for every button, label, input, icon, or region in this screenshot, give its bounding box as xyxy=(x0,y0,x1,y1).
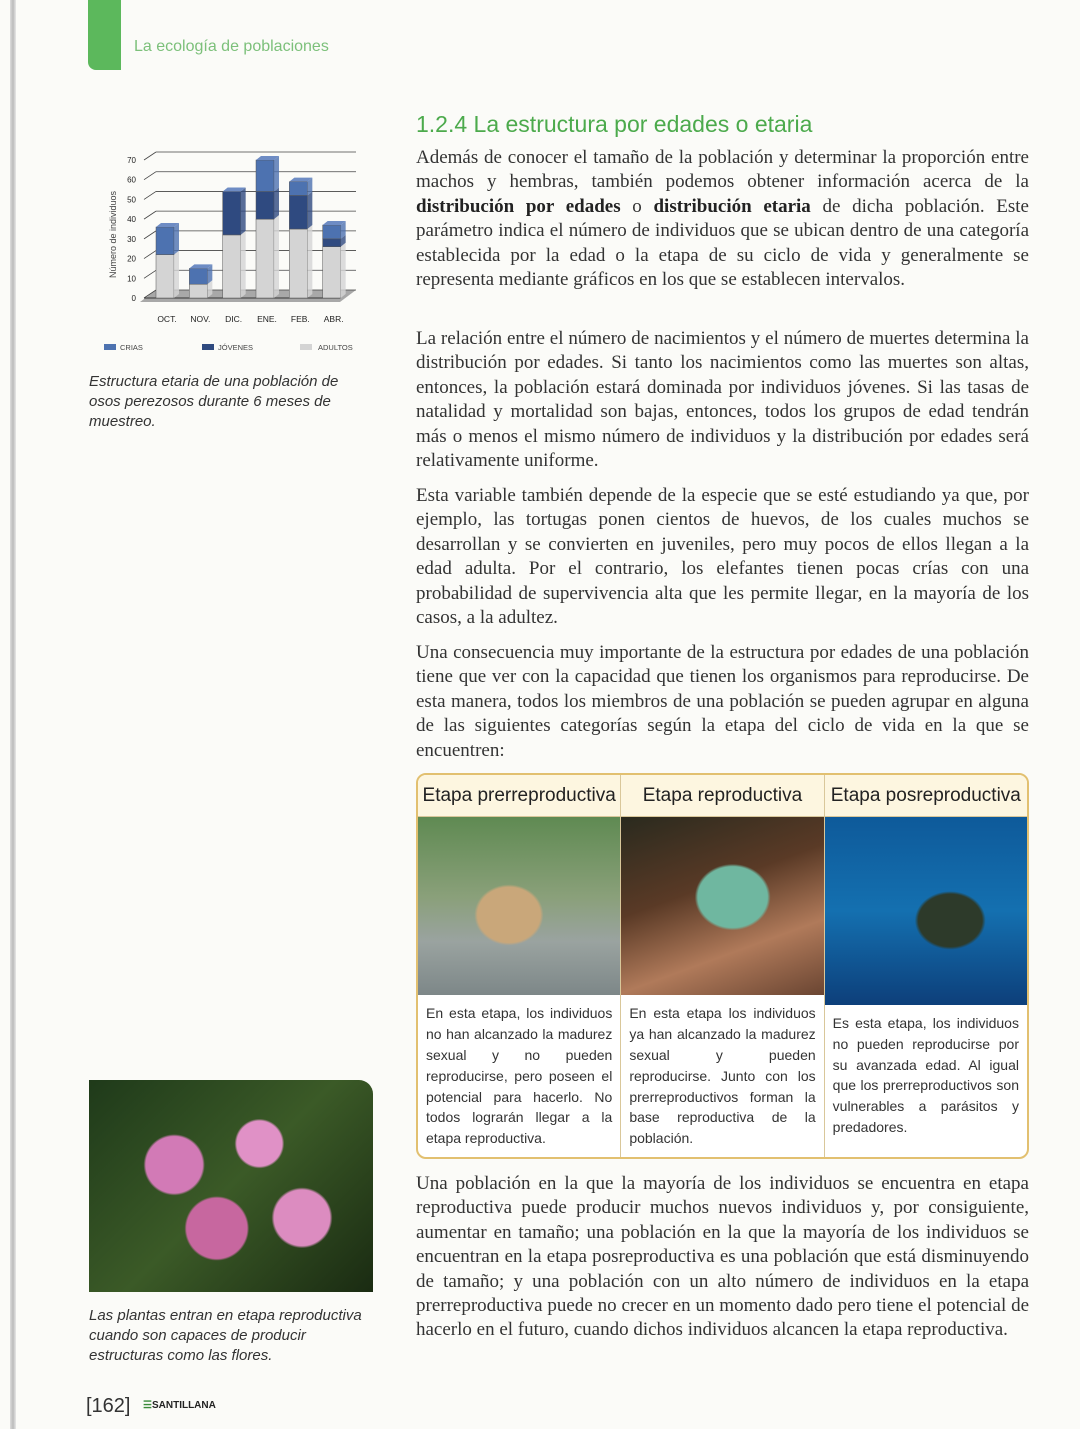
bar-side xyxy=(241,231,246,298)
y-tick-label: 30 xyxy=(127,234,136,244)
life-stage-table xyxy=(416,773,1029,1159)
y-tick-label: 0 xyxy=(131,294,136,303)
paragraph-3: Esta variable también depende de la especie que se esté estudiando ya que, por ejemplo, las tortugas ponen cientos de huevos, de los cuales muchos se desarrollan y se convierten en juveniles, pero muy pocos de ellos llegan a la edad adulta. Por el contrario, los elefantes tienen pocas crías con una probabilidad de supervivencia alta que les permite llegar, en la mayoría de los casos, a la adultez. xyxy=(416,485,1029,629)
frog-photo xyxy=(621,817,823,995)
tiger-cub-photo xyxy=(418,817,620,995)
gridline-diagonal xyxy=(144,251,156,259)
legend-swatch xyxy=(202,344,214,350)
bar-side xyxy=(174,223,179,255)
paragraph-5: Una población en la que la mayoría de los individuos se encuentra en etapa reproductiva puede producir muchos nuevos individuos y, por consiguiente, aumentar en tamaño; una población en la que la mayoría de los individuos se encuentran en la etapa posreproductiva es una población que está disminuyendo de tamaño; y una población con un alto número de individuos en la etapa prerreproductiva puede no crecer en un momento dado pero tiene el potencial de hacerlo en el futuro, cuando dichos individuos alcancen la etapa reproductiva. xyxy=(416,1173,1029,1341)
gridline-diagonal xyxy=(144,211,156,219)
chapter-tab xyxy=(88,0,121,70)
legend-swatch xyxy=(104,344,116,350)
age-structure-chart xyxy=(90,150,370,360)
bar-side xyxy=(307,225,312,298)
bar-segment-crias xyxy=(289,182,307,196)
y-tick-label: 40 xyxy=(127,215,136,225)
x-tick-label: FEB. xyxy=(290,314,310,324)
bar-side xyxy=(274,188,279,220)
stage-postreproductive xyxy=(825,775,1027,1157)
bar-segment-adultos xyxy=(223,235,241,298)
y-tick-label: 20 xyxy=(127,254,136,264)
paragraph-4: Una consecuencia muy importante de la estructura por edades de una población tiene que ver con la capacidad que tienen los organismos para reproducirse. De esta manera, todos los miembros de una población se pueden agrupar en alguna de las siguientes categorías según la etapa del ciclo de vida en la que se encuentren: xyxy=(416,642,1029,761)
bar-segment-crias xyxy=(323,225,341,239)
bar-side xyxy=(274,215,279,298)
bar-segment-adultos xyxy=(289,229,307,298)
section-title: 1.2.4 La estructura por edades o etaria xyxy=(416,111,813,137)
sea-turtle-photo xyxy=(825,817,1027,1005)
bar-side xyxy=(241,188,246,235)
stage-title: Etapa posreproductiva xyxy=(825,775,1027,817)
stage-description: En esta etapa, los individuos no han alcanzado la madurez sexual y no pueden reproducirse, pero poseen el potencial para hacerlo. No todos lograrán llegar a la etapa reproductiva. xyxy=(426,1005,613,1147)
gridline-diagonal xyxy=(144,172,156,180)
bar-segment-jóvenes xyxy=(256,192,274,220)
bar-side xyxy=(341,243,346,298)
bar-segment-jóvenes xyxy=(289,195,307,229)
stage-prereproductive xyxy=(418,775,621,1157)
x-tick-label: ENE. xyxy=(257,314,277,324)
publisher-logo: ☰SANTILLANA xyxy=(143,1400,216,1411)
bar-segment-crias xyxy=(256,160,274,192)
y-axis-label: Número de individuos xyxy=(108,190,118,278)
x-tick-label: NOV. xyxy=(190,314,211,324)
gridline-diagonal xyxy=(144,152,156,160)
page-number: [162] xyxy=(86,1395,131,1417)
bar-segment-adultos xyxy=(323,247,341,298)
bar-segment-jóvenes xyxy=(223,192,241,235)
bar-segment-jóvenes xyxy=(323,239,341,247)
legend-label: CRIAS xyxy=(120,343,143,352)
paragraph-1: Además de conocer el tamaño de la población y determinar la proporción entre machos y hembras, también podemos obtener información acerca de la distribución por edades o distribución etaria de dicha población. Este parámetro indica el número de individuos que se ubican dentro de una categoría establecida por la edad o la etapa de su ciclo de vida y generalmente se representa mediante gráficos en los que se establecen intervalos. xyxy=(416,147,1029,291)
stage-title: Etapa prerreproductiva xyxy=(418,775,620,817)
stage-reproductive xyxy=(621,775,824,1157)
stage-title: Etapa reproductiva xyxy=(621,775,823,817)
x-tick-label: ABR. xyxy=(323,314,344,324)
gridline-diagonal xyxy=(144,231,156,239)
bar-side xyxy=(307,191,312,229)
orchid-photo xyxy=(89,1080,373,1292)
running-header: La ecología de poblaciones xyxy=(134,38,329,55)
y-tick-label: 70 xyxy=(127,156,136,165)
bar-segment-crias xyxy=(156,227,174,255)
legend-label: ADULTOS xyxy=(318,343,353,352)
x-tick-label: OCT. xyxy=(157,314,177,324)
gridline-diagonal xyxy=(144,270,156,278)
bar-segment-crias xyxy=(189,268,207,284)
y-tick-label: 10 xyxy=(127,274,136,284)
bar-side xyxy=(274,156,279,192)
orchid-caption: Las plantas entran en etapa reproductiva cuando son capaces de producir estructuras como las flores. xyxy=(89,1307,362,1364)
paragraph-2: La relación entre el número de nacimientos y el número de muertes determina la distribución por edades. Si tanto los nacimientos como las muertes son altas, entonces, la población estará dominada por individuos jóvenes. Si las tasas de natalidad y mortalidad son bajas, entonces, todos los grupos de edad tendrán más o menos el mismo número de individuos y la distribución por edades será relativamente uniforme. xyxy=(416,328,1029,472)
legend-label: JÓVENES xyxy=(218,343,254,352)
gridline-diagonal xyxy=(144,191,156,199)
scan-edge xyxy=(10,0,16,1429)
x-tick-label: DIC. xyxy=(225,314,243,324)
bar-segment-adultos xyxy=(256,219,274,298)
chart-caption: Estructura etaria de una población de osos perezosos durante 6 meses de muestreo. xyxy=(89,373,339,430)
bar-segment-adultos xyxy=(156,255,174,298)
y-tick-label: 50 xyxy=(127,195,136,205)
legend-swatch xyxy=(300,344,312,350)
stage-description: En esta etapa los individuos ya han alcanzado la madurez sexual y pueden reproducirse. Junto con los prerreproductivos forman la base reproductiva de la población. xyxy=(629,1005,816,1147)
bar-side xyxy=(174,251,179,298)
y-tick-label: 60 xyxy=(127,175,136,185)
stage-description: Es esta etapa, los individuos no pueden reproducirse por su avanzada edad. Al igual que los prerreproductivos son vulnerables a parásitos y predadores. xyxy=(832,1015,1019,1135)
bar-segment-adultos xyxy=(189,284,207,298)
